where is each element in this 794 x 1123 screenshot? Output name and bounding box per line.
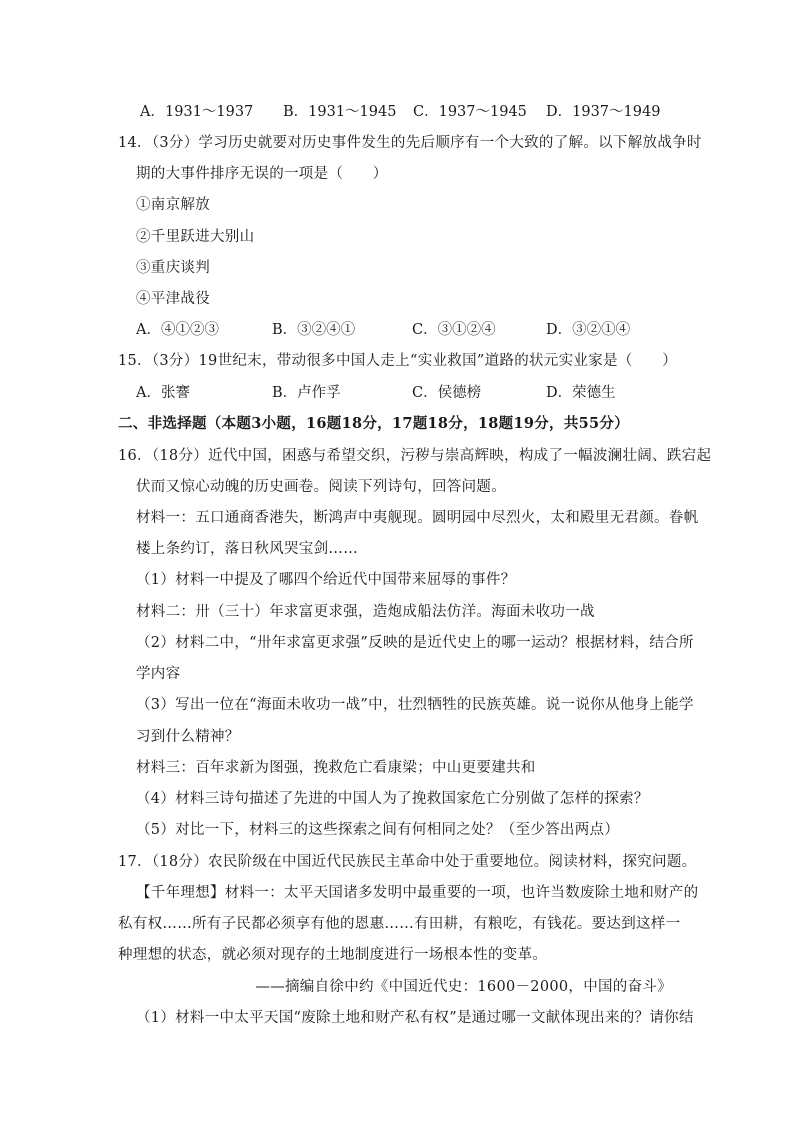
q14-option-c[interactable]: C．③①②④ <box>412 322 496 338</box>
q16-material1-line1: 材料一：五口通商香港失，断鸿声中夷舰现。圆明园中尽烈火，太和殿里无君颜。眷帆 <box>136 510 699 526</box>
q16-sub3-line1: （3）写出一位在“海面未收功一战”中，壮烈牺牲的民族英雄。说一说你从他身上能学 <box>136 697 694 713</box>
q17-material1-line2: 私有权……所有子民都必须享有他的恩惠……有田耕，有粮吃，有钱花。要达到这样一 <box>118 916 681 932</box>
q16-sub4: （4）材料三诗句描述了先进的中国人为了挽救国家危亡分别做了怎样的探索？ <box>136 791 649 807</box>
q13-option-a[interactable]: A．1931～1937 <box>140 104 254 120</box>
q13-option-c[interactable]: C．1937～1945 <box>413 104 527 120</box>
q17-material1-line3: 种理想的状态，就必须对现存的土地制度进行一场根本性的变革。 <box>118 947 548 963</box>
q16-stem-line2: 伏而又惊心动魄的历史画卷。阅读下列诗句，回答问题。 <box>136 479 506 495</box>
q15-option-c[interactable]: C．侯德榜 <box>412 385 482 401</box>
q16-material2: 材料二：卅（三十）年求富更求强，造炮成船法仿洋。海面未收功一战 <box>136 604 595 620</box>
q13-option-b[interactable]: B．1931～1945 <box>283 104 397 120</box>
q15-option-d[interactable]: D．荣德生 <box>546 385 616 401</box>
q17-sub1: （1）材料一中太平天国“废除土地和财产私有权”是通过哪一文献体现出来的？请你结 <box>136 1010 694 1026</box>
q14-stem-line2: 期的大事件排序无误的一项是（ ） <box>136 166 388 182</box>
q14-option-a[interactable]: A．④①②③ <box>136 322 219 338</box>
q16-sub2-line1: （2）材料二中，“卅年求富更求强”反映的是近代史上的哪一运动？根据材料，结合所 <box>136 635 694 651</box>
q16-sub2-line2: 学内容 <box>136 666 181 682</box>
q15-option-a[interactable]: A．张謇 <box>136 385 190 401</box>
q16-sub3-line2: 习到什么精神？ <box>136 729 240 745</box>
q17-source: ——摘编自徐中约《中国近代史：1600－2000，中国的奋斗》 <box>255 979 672 995</box>
q14-item-4: ④平津战役 <box>136 291 210 307</box>
q17-stem: 17．（18分）农民阶级在中国近代民族民主革命中处于重要地位。阅读材料，探究问题。 <box>118 854 697 870</box>
q13-options <box>118 102 698 122</box>
q14-item-2: ②千里跃进大别山 <box>136 229 255 245</box>
q15-option-b[interactable]: B．卢作孚 <box>272 385 341 401</box>
q16-stem-line1: 16．（18分）近代中国，困惑与希望交织，污秽与崇高辉映，构成了一幅波澜壮阔、跌宕起 <box>118 448 712 464</box>
section2-title: 二、非选择题（本题3小题，16题18分，17题18分，18题19分，共55分） <box>118 415 630 432</box>
q16-material3: 材料三：百年求新为图强，挽救危亡看康梁；中山更要建共和 <box>136 760 536 776</box>
q15-options <box>118 383 698 403</box>
q14-item-3: ③重庆谈判 <box>136 260 210 276</box>
q14-option-b[interactable]: B．③②④① <box>272 322 356 338</box>
q13-option-d[interactable]: D．1937～1949 <box>546 104 661 120</box>
q17-material1-line1: 【千年理想】材料一：太平天国诸多发明中最重要的一项，也许当数废除土地和财产的 <box>136 885 699 901</box>
q16-sub1: （1）材料一中提及了哪四个给近代中国带来屈辱的事件？ <box>136 572 516 588</box>
q14-stem-line1: 14．（3分）学习历史就要对历史事件发生的先后顺序有一个大致的了解。以下解放战争时 <box>118 135 702 151</box>
q15-stem: 15．（3分）19世纪末，带动很多中国人走上“实业救国”道路的状元实业家是（ ） <box>118 353 677 369</box>
q14-option-d[interactable]: D．③②①④ <box>546 322 631 338</box>
q14-item-1: ①南京解放 <box>136 197 210 213</box>
q16-material1-line2: 楼上条约订，落日秋风哭宝剑…… <box>136 541 358 557</box>
q16-sub5: （5）对比一下，材料三的这些探索之间有何相同之处？（至少答出两点） <box>136 822 620 838</box>
q14-options <box>118 320 698 340</box>
